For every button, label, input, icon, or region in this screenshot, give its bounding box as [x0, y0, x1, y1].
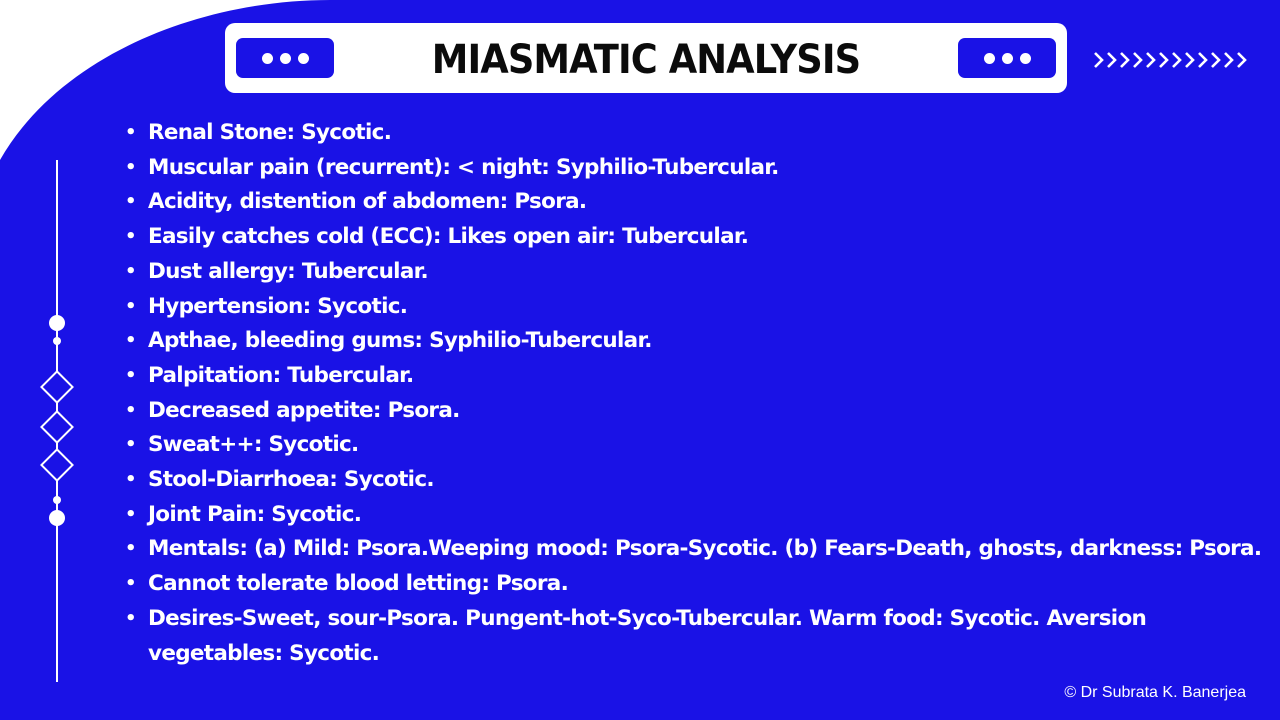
timeline-decoration-icon — [38, 160, 78, 682]
chevrons-right-icon — [1093, 49, 1249, 71]
list-item: • Hypertension: Sycotic. — [125, 293, 408, 319]
title-bar — [225, 23, 1067, 93]
page-title: MIASMATIC ANALYSIS — [431, 37, 861, 83]
dot — [1020, 53, 1031, 64]
list-item: • Dust allergy: Tubercular. — [125, 258, 428, 284]
dot — [984, 53, 995, 64]
list-item: • Mentals: (a) Mild: Psora.Weeping mood: Psora-Sycotic. (b) Fears-Death, ghosts, darkness: Psora. — [125, 536, 1262, 562]
copyright-credit: © Dr Subrata K. Banerjea — [1064, 684, 1246, 701]
list-item: • Easily catches cold (ECC): Likes open air: Tubercular. — [125, 224, 749, 250]
list-item: • Decreased appetite: Psora. — [125, 397, 460, 423]
dot — [1002, 53, 1013, 64]
list-item: • Apthae, bleeding gums: Syphilio-Tubercular. — [125, 328, 652, 354]
list-item: • Muscular pain (recurrent): < night: Syphilio-Tubercular. — [125, 154, 779, 180]
list-item: • Acidity, distention of abdomen: Psora. — [125, 189, 587, 215]
list-item: • Joint Pain: Sycotic. — [125, 501, 362, 527]
ellipsis-icon — [958, 38, 1056, 78]
list-item: • Desires-Sweet, sour-Psora. Pungent-hot-Syco-Tubercular. Warm food: Sycotic. Aversion vegetables: Sycotic. — [125, 605, 1147, 666]
bullet-list — [122, 116, 1262, 671]
list-item: • Sweat++: Sycotic. — [125, 432, 359, 458]
list-item: • Cannot tolerate blood letting: Psora. — [125, 571, 569, 597]
list-item: • Palpitation: Tubercular. — [125, 362, 414, 388]
list-item: • Stool-Diarrhoea: Sycotic. — [125, 467, 434, 493]
list-item: • Renal Stone: Sycotic. — [125, 120, 392, 145]
